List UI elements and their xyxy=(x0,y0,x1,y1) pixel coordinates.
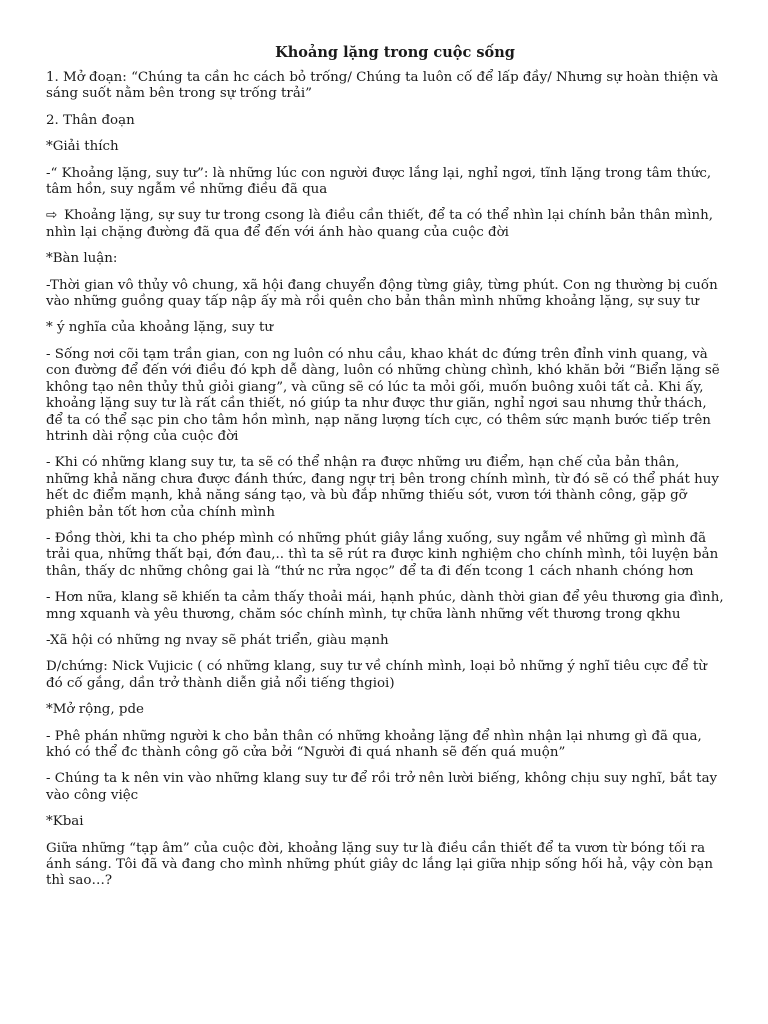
arrow-right-icon: ⇨ xyxy=(46,208,58,224)
paragraph-society: -Xã hội có những ng nvay sẽ phát triển, giàu mạnh xyxy=(46,632,389,648)
paragraph-explain-heading: *Giải thích xyxy=(46,139,119,155)
paragraph-conclusion-text: Khoảng lặng, sự suy tư trong csong là điều cần thiết, để ta có thể nhìn lại chính bản thân mình, nhìn lại chặng đường đã qua để đến với ánh hào quang của cuộc đời xyxy=(46,208,714,240)
paragraph-meaning-heading: * ý nghĩa của khoảng lặng, suy tư xyxy=(46,320,274,336)
paragraph-meaning-2: - Khi có những klang suy tư, ta sẽ có thể nhận ra được những ưu điểm, hạn chế của bản thân, những khả năng chưa được đánh thức, đang ngự trị bên trong chính mình, từ đó sẽ có thể phát huy hết dc điểm mạnh, khả năng sáng tạo, và bù đắp những thiếu sót, vươn tới thành công, gặp gỡ phiên bản tốt hơn của chính mình xyxy=(46,455,719,520)
paragraph-expand-2: - Chúng ta k nên vin vào những klang suy tư để rồi trở nên lười biếng, không chịu suy nghĩ, bắt tay vào công việc xyxy=(46,771,718,803)
paragraph-discussion: -Thời gian vô thủy vô chung, xã hội đang chuyển động từng giây, từng phút. Con ng thường bị cuốn vào những guồng quay tấp nập ấy mà rồi quên cho bản thân mình những khoảng lặng, sự suy tư xyxy=(46,277,718,310)
paragraph-evidence: D/chứng: Nick Vujicic ( có những klang, suy tư về chính mình, loại bỏ những ý nghĩ tiêu cực để từ đó cố gắng, dần trở thành diễn giả nổi tiếng thgioi) xyxy=(46,659,707,691)
paragraph-closing-heading: *Kbai xyxy=(46,814,84,830)
paragraph-closing: Giữa những “tạp âm” của cuộc đời, khoảng lặng suy tư là điều cần thiết để ta vươn từ bóng tối ra ánh sáng. Tôi đã và đang cho mình những phút giây dc lắng lại giữa nhịp sống hối hả, vậy còn bạn thì sao…? xyxy=(46,840,713,889)
paragraph-meaning-1: - Sống nơi cõi tạm trần gian, con ng luôn có nhu cầu, khao khát dc đứng trên đỉnh vinh quang, và con đường để đến với điều đó kph dễ dàng, luôn có những chùng chình, khó khăn bởi “Biển lặng sẽ không tạo nên thủy thủ giỏi giang”, và cũng sẽ có lúc ta mỏi gối, muốn buông xuôi tất cả. Khi ấy, khoảng lặng suy tư là rất cần thiết, nó giúp ta như được thư giãn, nghỉ ngơi sau nhưng thử thách, để ta có thể sạc pin cho tâm hồn mình, nạp năng lượng tích cực, có thêm sức mạnh bước tiếp trên htrinh dài rộng của cuộc đời xyxy=(46,346,720,444)
paragraph-definition: -“ Khoảng lặng, suy tư”: là những lúc con người được lắng lại, nghỉ ngơi, tĩnh lặng trong tâm thức, tâm hồn, suy ngẫm về những điều đã qua xyxy=(46,165,712,198)
paragraph-body-heading: 2. Thân đoạn xyxy=(46,112,135,128)
paragraph-intro: 1. Mở đoạn: “Chúng ta cần hc cách bỏ trống/ Chúng ta luôn cố để lấp đầy/ Nhưng sự hoàn thiện và sáng suốt nằm bên trong sự trống trải” xyxy=(46,70,719,102)
paragraph-conclusion-point xyxy=(46,208,724,241)
document-title: Khoảng lặng trong cuộc sống xyxy=(275,44,515,61)
paragraph-meaning-3: - Đồng thời, khi ta cho phép mình có những phút giây lắng xuống, suy ngẫm về những gì mình đã trải qua, những thất bại, đớn đau,.. thì ta sẽ rút ra được kinh nghiệm cho chính mình, tôi luyện bản thân, thấy dc những chông gai là “thứ nc rửa ngọc” để ta đi đến tcong 1 cách nhanh chóng hơn xyxy=(46,530,719,579)
paragraph-expand-heading: *Mở rộng, pde xyxy=(46,702,144,718)
paragraph-expand-1: - Phê phán những người k cho bản thân có những khoảng lặng để nhìn nhận lại nhưng gì đã qua, khó có thể đc thành công gõ cửa bởi “Người đi quá nhanh sẽ đến quá muộn” xyxy=(46,728,702,760)
paragraph-meaning-4: - Hơn nữa, klang sẽ khiến ta cảm thấy thoải mái, hạnh phúc, dành thời gian để yêu thương gia đình, mng xquanh và yêu thương, chăm sóc chính mình, tự chữa lành những vết thương trong qkhu xyxy=(46,590,724,622)
paragraph-discussion-heading: *Bàn luận: xyxy=(46,251,118,267)
